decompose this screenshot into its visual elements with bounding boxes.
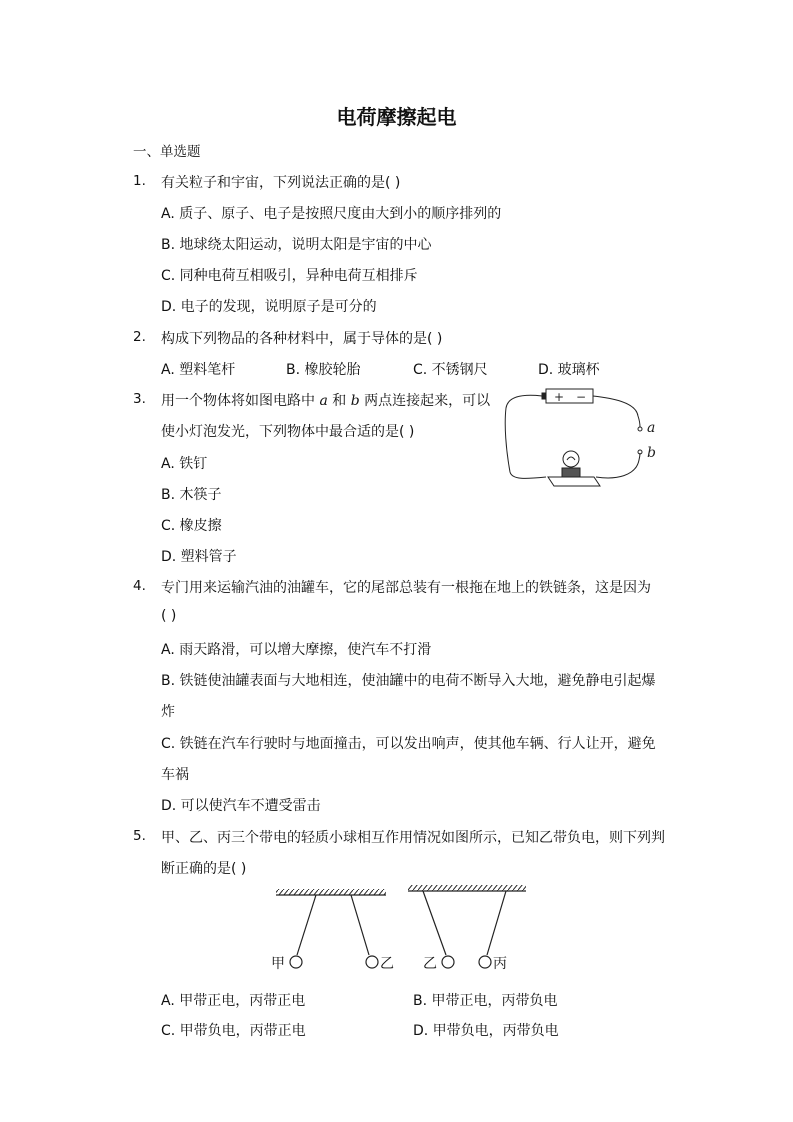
- q1-option-b: B. 地球绕太阳运动，说明太阳是宇宙的中心: [161, 237, 432, 253]
- q3-option-d: D. 塑料管子: [161, 549, 237, 565]
- terminal-a: [638, 427, 642, 431]
- q4-option-c: C. 铁链在汽车行驶时与地面撞击，可以发出响声，使其他车辆、行人让开，避免: [161, 736, 656, 752]
- q4-option-b-cont: 炸: [161, 704, 175, 720]
- q5-option-d: D. 甲带负电，丙带负电: [413, 1023, 559, 1039]
- ball-yi-right: [442, 956, 454, 968]
- string-bing: [487, 891, 506, 955]
- section-heading: 一、单选题: [133, 144, 201, 160]
- q1-option-d: D. 电子的发现，说明原子是可分的: [161, 299, 377, 315]
- q3-stem-mid: 和: [327, 393, 351, 409]
- page-title: 电荷摩擦起电: [336, 105, 457, 129]
- q3-circuit-figure: [496, 380, 666, 492]
- left-wire: [505, 395, 546, 478]
- q4-option-b: B. 铁链使油罐表面与大地相连，使油罐中的电荷不断导入大地，避免静电引起爆: [161, 673, 656, 689]
- q3-point-a: a: [319, 393, 328, 409]
- q1-option-c: C. 同种电荷互相吸引，异种电荷互相排斥: [161, 268, 418, 284]
- q1-stem: 有关粒子和宇宙，下列说法正确的是( ): [161, 175, 401, 191]
- q2-option-c: C. 不锈钢尺: [413, 362, 488, 378]
- q4-number: 4.: [133, 578, 146, 594]
- q3-point-b: b: [350, 393, 360, 409]
- q2-number: 2.: [133, 329, 146, 345]
- lamp-socket: [562, 468, 580, 477]
- q3-number: 3.: [133, 391, 146, 407]
- q2-stem: 构成下列物品的各种材料中，属于导体的是( ): [161, 331, 443, 347]
- label-jia: 甲: [271, 956, 285, 972]
- lamp-base: [548, 477, 600, 486]
- q2-option-a: A. 塑料笔杆: [161, 362, 236, 378]
- q3-option-a: A. 铁钉: [161, 456, 208, 472]
- q5-option-b: B. 甲带正电，丙带负电: [413, 993, 558, 1009]
- left-ceiling-hatch: [276, 889, 386, 895]
- q5-option-a: A. 甲带正电，丙带正电: [161, 993, 306, 1009]
- q3-stem-line1: [161, 390, 490, 410]
- q4-option-a: A. 雨天路滑，可以增大摩擦，使汽车不打滑: [161, 642, 432, 658]
- label-yi-right: 乙: [423, 956, 437, 972]
- battery-minus: −: [576, 390, 587, 404]
- q3-stem-pre: 用一个物体将如图电路中: [161, 393, 320, 409]
- label-yi-left: 乙: [380, 956, 394, 972]
- ball-yi-left: [366, 956, 378, 968]
- string-jia: [297, 895, 316, 955]
- label-a: a: [647, 420, 656, 436]
- q2-option-b: B. 橡胶轮胎: [286, 362, 361, 378]
- battery-plus: +: [554, 390, 565, 404]
- q1-number: 1.: [133, 173, 146, 189]
- q3-option-c: C. 橡皮擦: [161, 518, 222, 534]
- battery-terminal: [542, 393, 546, 399]
- q4-option-d: D. 可以使汽车不遭受雷击: [161, 798, 321, 814]
- string-yi-left: [351, 895, 369, 955]
- q5-stem-line1: 甲、乙、丙三个带电的轻质小球相互作用情况如图所示，已知乙带负电，则下列判: [161, 830, 665, 846]
- q3-stem-line2: 使小灯泡发光，下列物体中最合适的是( ): [161, 424, 415, 440]
- q5-stem-line2: 断正确的是( ): [161, 861, 247, 877]
- q3-stem-post: 两点连接起来，可以: [359, 393, 491, 409]
- q2-option-d: D. 玻璃杯: [538, 362, 600, 378]
- top-right-wire: [593, 396, 640, 427]
- q1-option-a: A. 质子、原子、电子是按照尺度由大到小的顺序排列的: [161, 206, 502, 222]
- label-b: b: [647, 445, 656, 461]
- right-ceiling-hatch: [408, 885, 526, 891]
- bottom-right-wire: [596, 453, 640, 478]
- q4-option-c-cont: 车祸: [161, 767, 189, 783]
- ball-jia: [290, 956, 302, 968]
- q4-stem-line1: 专门用来运输汽油的油罐车，它的尾部总装有一根拖在地上的铁链条，这是因为: [161, 580, 651, 596]
- q3-option-b: B. 木筷子: [161, 487, 222, 503]
- string-yi-right: [423, 891, 446, 955]
- label-bing: 丙: [493, 956, 507, 972]
- ball-bing: [479, 956, 491, 968]
- bulb-filament: [567, 457, 575, 460]
- bulb-icon: [563, 451, 579, 467]
- q4-stem-line2: ( ): [161, 608, 177, 624]
- q5-number: 5.: [133, 828, 146, 844]
- q5-option-c: C. 甲带负电，丙带正电: [161, 1023, 306, 1039]
- q5-pendulum-figure: [268, 884, 538, 976]
